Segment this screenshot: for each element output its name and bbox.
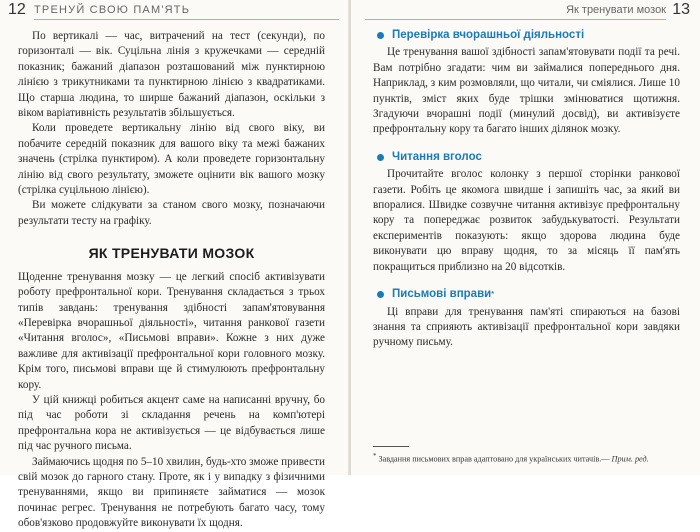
left-page-body bbox=[18, 29, 325, 532]
subsection-title: Перевірка вчорашньої діяльності bbox=[392, 29, 585, 41]
running-head: ТРЕНУЙ СВОЮ ПАМ'ЯТЬ bbox=[34, 4, 191, 16]
subsection-yesterday-check bbox=[373, 28, 680, 138]
body-paragraph: Це тренування вашої здібності запам'ятовувати події та речі. Вам потрібно згадати: чим ви займалися попереднього дня. Наприклад, з ким розмовляли, що читали, чи сміялися. Лише 10 пунктів, зміст яких буде трішки змінюватися щотижня. Згадуючи вчорашні події (минулий досвід), ви активізуєте префронтальну кору та багато інших ділянок мозку. bbox=[373, 46, 680, 136]
running-head: Як тренувати мозок bbox=[566, 4, 666, 16]
bullet-dot-icon bbox=[377, 291, 384, 298]
header-rule bbox=[34, 19, 339, 20]
body-paragraph: Щоденне тренування мозку — це легкий спосіб активізувати роботу префронтальної кори. Тренування складається з трьох типів завдань: тренування здібності запам'ятовування «Перевірка вчорашньої діяльності», читання ранкової газети «Читання вголос», «Письмові вправи». Кожне з них дуже важливе для активізації префронтальної кори головного мозку. Крім того, письмові вправи ще й стимулюють префронтальну кору. bbox=[18, 270, 325, 391]
header-rule bbox=[365, 19, 666, 20]
footnote-rule bbox=[373, 446, 409, 447]
body-paragraph: Займаючись щодня по 5–10 хвилин, будь-хто зможе привести свій мозок до гарного стану. Проте, як і у випадку з фізичними тренуваннями, якщо ви припиняєте займатися — мозок починає регрес. Тренування не потребують багато часу, тому обов'язково продовжуйте виконувати їх щодня. bbox=[18, 455, 325, 530]
subsection-heading bbox=[373, 28, 680, 43]
footnote-mark: * bbox=[373, 453, 377, 460]
left-page bbox=[0, 0, 349, 530]
body-paragraph: Ці вправи для тренування пам'яті спираються на базові знання та сприяють активізації префронтальної кори завдяки ручному письму. bbox=[373, 305, 680, 349]
right-page-header bbox=[351, 0, 700, 20]
subsection-heading bbox=[373, 150, 680, 165]
right-page bbox=[351, 0, 700, 475]
subsection-reading-aloud bbox=[373, 150, 680, 275]
subsection-heading bbox=[373, 287, 680, 302]
bullet-dot-icon bbox=[377, 32, 384, 39]
footnote-credit: Прим. ред. bbox=[611, 454, 649, 464]
footnote-mark: * bbox=[491, 291, 494, 299]
subsection-writing-exercises bbox=[373, 287, 680, 351]
section-heading: ЯК ТРЕНУВАТИ МОЗОК bbox=[88, 245, 255, 262]
subsection-title: Читання вголос bbox=[392, 150, 482, 163]
body-paragraph: Коли проведете вертикальну лінію від свого віку, ви побачите середній показник для вашого віку та межі бажаних значень (стрілка пунктиром). А коли проведете горизонтальну лінію від свого результату, зможете оцінити вік вашого мозку (стрілка суцільною лінією). bbox=[18, 122, 325, 197]
page-number: 13 bbox=[672, 1, 690, 18]
subsection-title: Письмові вправи bbox=[392, 288, 492, 301]
right-page-body bbox=[373, 28, 680, 363]
body-paragraph: По вертикалі — час, витрачений на тест (секунди), по горизонталі — вік. Суцільна лінія з кружечками — середній показник; бажаний діапазон розташований між пунктирною лінією з трикутниками та пунктирною лінією з квадратиками. Що старша людина, то ширше бажаний діапазон, оскільки з віком варіативність результатів збільшується. bbox=[18, 30, 325, 120]
bullet-dot-icon bbox=[377, 154, 384, 161]
page-number: 12 bbox=[8, 1, 26, 18]
footnote bbox=[373, 452, 680, 465]
left-page-header bbox=[0, 0, 349, 20]
body-paragraph: У цій книжці робиться акцент саме на написанні вручну, бо під час роботи зі складання речень на комп'ютері префронтальна кора не активізується — це відбувається лише під час ручного письма. bbox=[18, 393, 325, 453]
body-paragraph: Прочитайте вголос колонку з першої сторінки ранкової газети. Робіть це якомога швидше і запишіть час, за який ви впоралися. Швидке созвучне читання активізує префронтальну кору та попереджає розвиток забудькуватості. Результати експериментів показують: якщо здорова людина буде виконувати цю вправу щодня, то за місяць її пам'ять покращиться приблизно на 20 відсотків. bbox=[373, 168, 680, 273]
footnote-text: Завдання письмових вправ адаптовано для українських читачів.— bbox=[378, 454, 610, 464]
body-paragraph: Ви можете слідкувати за станом свого мозку, позначаючи результати тесту на графіку. bbox=[18, 199, 325, 227]
